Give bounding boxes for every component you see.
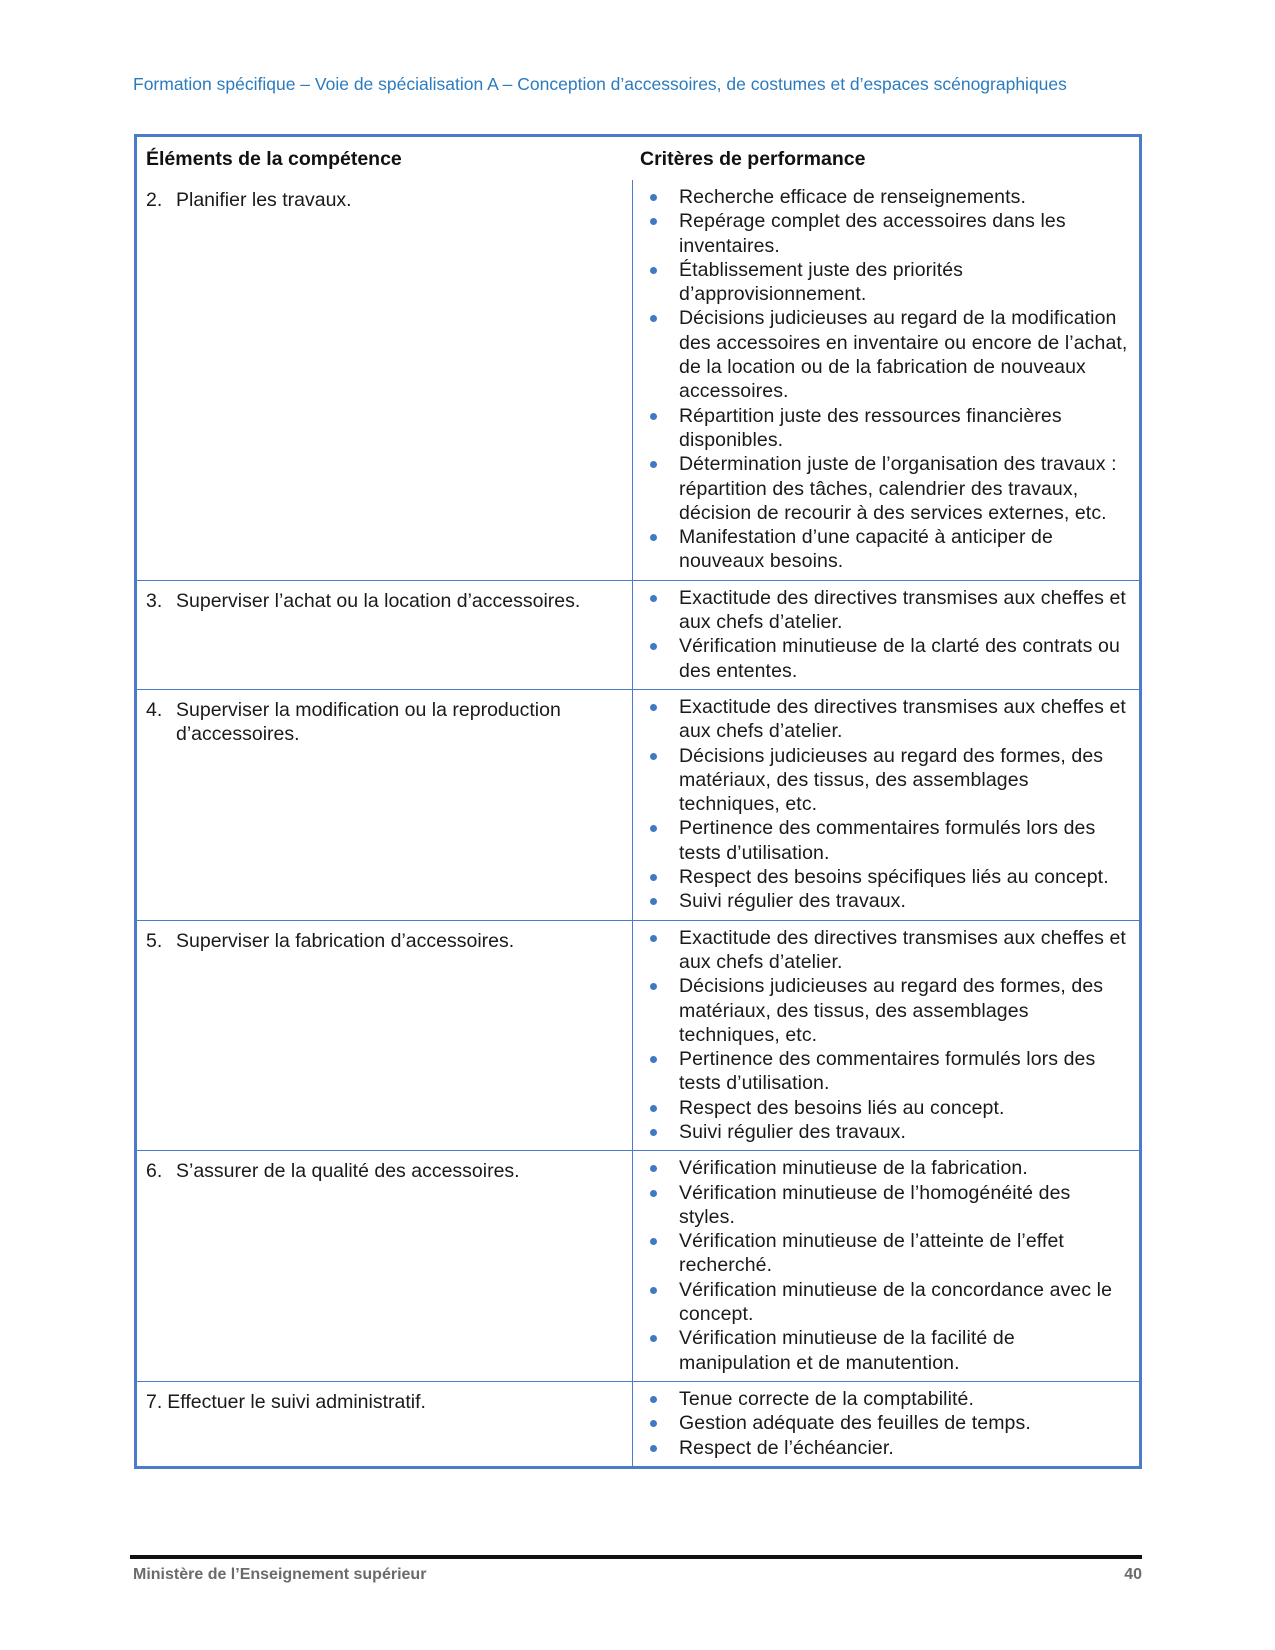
bullet-icon — [641, 1326, 679, 1375]
criterion-item — [641, 889, 1129, 913]
bullet-icon — [641, 889, 679, 913]
competency-element — [146, 1159, 624, 1183]
criterion-text: Répartition juste des ressources financières disponibles. — [679, 404, 1062, 451]
element-cell — [137, 1382, 632, 1466]
bullet-icon — [641, 865, 679, 889]
criterion-item — [641, 1120, 1129, 1144]
criterion-text: Pertinence des commentaires formulés lors des tests d’utilisation. — [679, 1048, 1096, 1095]
element-cell — [137, 1151, 632, 1381]
criteria-list — [641, 1387, 1129, 1460]
bullet-icon — [641, 209, 679, 258]
criterion-item — [641, 586, 1129, 635]
table-row — [137, 1150, 1139, 1381]
bullet-icon — [641, 306, 679, 403]
criterion-item — [641, 258, 1129, 307]
criterion-item — [641, 974, 1129, 1047]
criteria-cell — [632, 1382, 1139, 1466]
element-number: 4. — [146, 698, 163, 721]
bullet-icon — [641, 1436, 679, 1460]
page-number: 40 — [1124, 1566, 1142, 1583]
criterion-item — [641, 865, 1129, 889]
criterion-text: Respect de l’échéancier. — [679, 1436, 894, 1459]
criterion-item — [641, 306, 1129, 403]
criteria-list — [641, 185, 1129, 574]
criteria-cell — [632, 690, 1139, 920]
criterion-item — [641, 185, 1129, 209]
competency-table — [134, 134, 1142, 1469]
criterion-item — [641, 1156, 1129, 1180]
bullet-icon — [641, 1047, 679, 1096]
criterion-text: Suivi régulier des travaux. — [679, 890, 907, 913]
bullet-icon — [641, 1411, 679, 1435]
competency-element — [146, 1390, 624, 1414]
criterion-item — [641, 1278, 1129, 1327]
bullet-icon — [641, 1156, 679, 1180]
bullet-icon — [641, 634, 679, 683]
element-text: Superviser la fabrication d’accessoires. — [176, 929, 515, 952]
criteria-list — [641, 1156, 1129, 1375]
column-header-criteria: Critères de performance — [640, 148, 866, 170]
bullet-icon — [641, 586, 679, 635]
criteria-list — [641, 695, 1129, 914]
criterion-text: Respect des besoins liés au concept. — [679, 1096, 1005, 1119]
criteria-cell — [632, 180, 1139, 580]
criterion-item — [641, 1326, 1129, 1375]
bullet-icon — [641, 1120, 679, 1144]
competency-element — [146, 698, 624, 746]
criterion-item — [641, 209, 1129, 258]
element-text: Superviser l’achat ou la location d’accessoires. — [176, 589, 581, 612]
bullet-icon — [641, 525, 679, 574]
competency-element — [146, 929, 624, 953]
bullet-icon — [641, 974, 679, 1047]
criterion-item — [641, 452, 1129, 525]
criterion-text: Respect des besoins spécifiques liés au concept. — [679, 866, 1109, 889]
element-cell — [137, 180, 632, 580]
criterion-item — [641, 1096, 1129, 1120]
table-row — [137, 180, 1139, 580]
criterion-text: Vérification minutieuse de l’atteinte de l’effet recherché. — [679, 1230, 1064, 1277]
page-header: Formation spécifique – Voie de spécialisation A – Conception d’accessoires, de costumes et d’espaces scénographiques — [133, 74, 1067, 94]
criterion-item — [641, 1229, 1129, 1278]
criterion-text: Décisions judicieuses au regard des formes, des matériaux, des tissus, des assemblages techniques, etc. — [679, 975, 1104, 1046]
criteria-list — [641, 926, 1129, 1145]
criterion-text: Détermination juste de l’organisation des travaux : répartition des tâches, calendrier des travaux, décision de recourir à des services externes, etc. — [679, 453, 1117, 524]
bullet-icon — [641, 258, 679, 307]
criterion-item — [641, 816, 1129, 865]
element-cell — [137, 921, 632, 1151]
table-row — [137, 689, 1139, 920]
criteria-cell — [632, 921, 1139, 1151]
criterion-item — [641, 1411, 1129, 1435]
table-row — [137, 920, 1139, 1151]
criterion-text: Décisions judicieuses au regard de la modification des accessoires en inventaire ou encore de l’achat, de la location ou de la fabrication de nouveaux accessoires. — [679, 307, 1128, 403]
footer-ministry: Ministère de l’Enseignement supérieur — [133, 1566, 427, 1583]
element-number: 2. — [146, 189, 163, 211]
criterion-item — [641, 744, 1129, 817]
bullet-icon — [641, 1387, 679, 1411]
criterion-text: Vérification minutieuse de l’homogénéité des styles. — [679, 1181, 1071, 1228]
criterion-text: Exactitude des directives transmises aux cheffes et aux chefs d’atelier. — [679, 695, 1126, 743]
element-text: Planifier les travaux. — [176, 189, 352, 211]
bullet-icon — [641, 744, 679, 817]
criterion-text: Suivi régulier des travaux. — [679, 1120, 907, 1143]
criterion-item — [641, 1181, 1129, 1230]
criterion-item — [641, 1387, 1129, 1411]
footer-divider — [130, 1555, 1142, 1559]
bullet-icon — [641, 1278, 679, 1327]
element-number: 6. — [146, 1160, 163, 1183]
criterion-text: Vérification minutieuse de la facilité de manipulation et de manutention. — [679, 1327, 1015, 1374]
criterion-item — [641, 1436, 1129, 1460]
table-body — [137, 180, 1139, 1466]
bullet-icon — [641, 926, 679, 975]
criterion-text: Établissement juste des priorités d’approvisionnement. — [679, 258, 964, 306]
criterion-text: Vérification minutieuse de la fabrication. — [679, 1157, 1028, 1180]
criterion-text: Gestion adéquate des feuilles de temps. — [679, 1412, 1031, 1435]
bullet-icon — [641, 185, 679, 209]
criterion-item — [641, 525, 1129, 574]
criterion-text: Exactitude des directives transmises aux cheffes et aux chefs d’atelier. — [679, 586, 1126, 634]
criterion-text: Repérage complet des accessoires dans les inventaires. — [679, 210, 1066, 257]
criterion-item — [641, 404, 1129, 453]
element-text: Superviser la modification ou la reproduction d’accessoires. — [176, 698, 561, 745]
column-header-elements: Éléments de la compétence — [146, 148, 402, 170]
element-text: S’assurer de la qualité des accessoires. — [176, 1160, 520, 1183]
criterion-text: Tenue correcte de la comptabilité. — [679, 1387, 974, 1410]
competency-element — [146, 589, 624, 613]
criterion-item — [641, 695, 1129, 744]
criteria-list — [641, 586, 1129, 683]
element-number: 5. — [146, 929, 163, 952]
criterion-text: Décisions judicieuses au regard des formes, des matériaux, des tissus, des assemblages techniques, etc. — [679, 744, 1104, 816]
criterion-item — [641, 634, 1129, 683]
element-text: Effectuer le suivi administratif. — [167, 1390, 426, 1413]
competency-element — [146, 188, 624, 212]
criteria-cell — [632, 581, 1139, 689]
table-row — [137, 1381, 1139, 1466]
bullet-icon — [641, 1096, 679, 1120]
bullet-icon — [641, 1181, 679, 1230]
element-number: 7. — [146, 1390, 163, 1413]
criterion-text: Recherche efficace de renseignements. — [679, 186, 1026, 208]
element-cell — [137, 690, 632, 920]
bullet-icon — [641, 1229, 679, 1278]
criteria-cell — [632, 1151, 1139, 1381]
criterion-text: Vérification minutieuse de la concordance avec le concept. — [679, 1278, 1113, 1326]
criterion-text: Pertinence des commentaires formulés lors des tests d’utilisation. — [679, 817, 1096, 864]
table-header-row — [137, 137, 1139, 180]
table-row — [137, 580, 1139, 689]
criterion-text: Manifestation d’une capacité à anticiper de nouveaux besoins. — [679, 526, 1053, 573]
bullet-icon — [641, 695, 679, 744]
criterion-item — [641, 926, 1129, 975]
bullet-icon — [641, 404, 679, 453]
bullet-icon — [641, 452, 679, 525]
bullet-icon — [641, 816, 679, 865]
criterion-item — [641, 1047, 1129, 1096]
criterion-text: Exactitude des directives transmises aux cheffes et aux chefs d’atelier. — [679, 926, 1126, 973]
element-cell — [137, 581, 632, 689]
criterion-text: Vérification minutieuse de la clarté des contrats ou des ententes. — [679, 635, 1120, 682]
element-number: 3. — [146, 589, 163, 612]
